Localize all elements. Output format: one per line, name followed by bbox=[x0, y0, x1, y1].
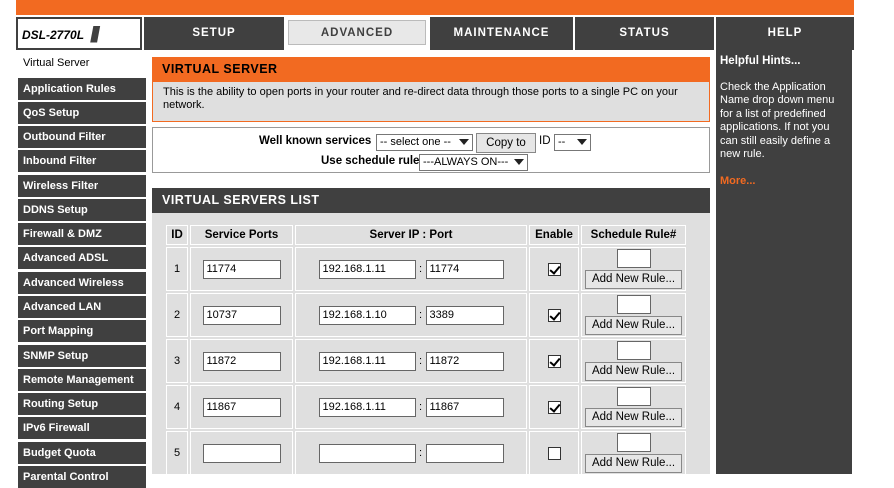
server-port-input[interactable] bbox=[426, 444, 504, 463]
logo-slashes-icon: /// bbox=[90, 22, 97, 47]
add-new-rule-button[interactable]: Add New Rule... bbox=[585, 362, 682, 381]
sidebar-item-parental-control[interactable]: Parental Control bbox=[18, 466, 146, 488]
table-row bbox=[166, 293, 686, 337]
tab-status[interactable] bbox=[573, 17, 714, 50]
orange-bar bbox=[16, 0, 854, 15]
col-id: ID bbox=[166, 225, 188, 245]
server-ip-input[interactable]: 192.168.1.11 bbox=[319, 352, 416, 371]
col-enable: Enable bbox=[529, 225, 579, 245]
col-service-ports: Service Ports bbox=[190, 225, 293, 245]
tab-advanced-label: ADVANCED bbox=[288, 20, 426, 45]
id-label: ID bbox=[539, 135, 551, 147]
server-port-input[interactable]: 11774 bbox=[426, 260, 504, 279]
tab-status-label: STATUS bbox=[619, 27, 670, 39]
sidebar-item-wireless-filter[interactable]: Wireless Filter bbox=[18, 175, 146, 197]
schedule-rule-input[interactable] bbox=[617, 249, 651, 268]
tab-maintenance[interactable] bbox=[428, 17, 573, 50]
schedule-rule-input[interactable] bbox=[617, 433, 651, 452]
col-server-ip-port: Server IP : Port bbox=[295, 225, 527, 245]
id-select-value: -- bbox=[558, 136, 566, 148]
schedule-rule-input[interactable] bbox=[617, 387, 651, 406]
virtual-servers-table bbox=[164, 223, 688, 477]
chevron-down-icon bbox=[514, 159, 524, 165]
model-name: DSL-2770L bbox=[22, 28, 85, 42]
server-ip-input[interactable] bbox=[319, 444, 416, 463]
table-row bbox=[166, 247, 686, 291]
virtual-servers-list-title: VIRTUAL SERVERS LIST bbox=[152, 188, 710, 213]
help-text: Check the Application Name drop down menu for a list of predefined applications. If not you can still easily define a new rule. bbox=[720, 81, 835, 161]
add-new-rule-button[interactable]: Add New Rule... bbox=[585, 316, 682, 335]
row-id: 2 bbox=[166, 293, 188, 337]
schedule-rule-input[interactable] bbox=[617, 295, 651, 314]
sidebar-item-inbound-filter[interactable]: Inbound Filter bbox=[18, 150, 146, 172]
sidebar-item-advanced-wireless[interactable]: Advanced Wireless bbox=[18, 272, 146, 294]
tab-help[interactable] bbox=[714, 17, 854, 50]
enable-checkbox[interactable] bbox=[548, 447, 561, 460]
help-more-link[interactable]: More... bbox=[720, 175, 756, 188]
row-id: 4 bbox=[166, 385, 188, 429]
schedule-rule-input[interactable] bbox=[617, 341, 651, 360]
schedule-rule-label: Use schedule rule bbox=[321, 155, 420, 167]
server-ip-input[interactable]: 192.168.1.11 bbox=[319, 260, 416, 279]
server-ip-input[interactable]: 192.168.1.11 bbox=[319, 398, 416, 417]
sidebar-item-qos-setup[interactable]: QoS Setup bbox=[18, 102, 146, 124]
id-select[interactable] bbox=[554, 134, 591, 151]
schedule-rule-select[interactable] bbox=[419, 154, 528, 171]
model-logo bbox=[16, 17, 142, 50]
colon-separator: : bbox=[418, 447, 423, 459]
add-new-rule-button[interactable]: Add New Rule... bbox=[585, 270, 682, 289]
sidebar-item-advanced-lan[interactable]: Advanced LAN bbox=[18, 296, 146, 318]
server-port-input[interactable]: 3389 bbox=[426, 306, 504, 325]
help-panel bbox=[716, 50, 852, 474]
virtual-servers-panel bbox=[152, 213, 710, 474]
add-new-rule-button[interactable]: Add New Rule... bbox=[585, 408, 682, 427]
schedule-rule-value: ---ALWAYS ON--- bbox=[423, 156, 509, 168]
colon-separator: : bbox=[418, 309, 423, 321]
col-schedule-rule: Schedule Rule# bbox=[581, 225, 686, 245]
tab-setup[interactable] bbox=[142, 17, 284, 50]
tab-help-label: HELP bbox=[767, 27, 803, 39]
enable-checkbox[interactable] bbox=[548, 309, 561, 322]
colon-separator: : bbox=[418, 263, 423, 275]
virtual-server-title: VIRTUAL SERVER bbox=[152, 57, 710, 82]
table-row bbox=[166, 385, 686, 429]
row-id: 5 bbox=[166, 431, 188, 475]
service-port-input[interactable]: 11867 bbox=[203, 398, 281, 417]
table-header-row bbox=[166, 225, 686, 245]
service-port-input[interactable] bbox=[203, 444, 281, 463]
service-port-input[interactable]: 11872 bbox=[203, 352, 281, 371]
service-port-input[interactable]: 10737 bbox=[203, 306, 281, 325]
chevron-down-icon bbox=[577, 139, 587, 145]
sidebar-item-budget-quota[interactable]: Budget Quota bbox=[18, 442, 146, 464]
copy-to-button[interactable]: Copy to bbox=[476, 133, 536, 153]
sidebar-item-snmp-setup[interactable]: SNMP Setup bbox=[18, 345, 146, 367]
top-banner bbox=[0, 0, 894, 17]
sidebar-item-outbound-filter[interactable]: Outbound Filter bbox=[18, 126, 146, 148]
sidebar-item-advanced-adsl[interactable]: Advanced ADSL bbox=[18, 247, 146, 269]
tab-advanced[interactable] bbox=[284, 17, 428, 50]
table-row bbox=[166, 339, 686, 383]
enable-checkbox[interactable] bbox=[548, 263, 561, 276]
table-row bbox=[166, 431, 686, 475]
colon-separator: : bbox=[418, 355, 423, 367]
service-form bbox=[152, 127, 710, 173]
sidebar-item-routing-setup[interactable]: Routing Setup bbox=[18, 393, 146, 415]
row-id: 3 bbox=[166, 339, 188, 383]
service-port-input[interactable]: 11774 bbox=[203, 260, 281, 279]
virtual-server-description: This is the ability to open ports in your router and re-direct data through those ports to a single PC on your network. bbox=[152, 82, 710, 122]
sidebar-item-application-rules[interactable]: Application Rules bbox=[18, 78, 146, 100]
tab-maintenance-label: MAINTENANCE bbox=[453, 27, 550, 39]
sidebar bbox=[16, 50, 146, 483]
server-port-input[interactable]: 11872 bbox=[426, 352, 504, 371]
sidebar-item-remote-management[interactable]: Remote Management bbox=[18, 369, 146, 391]
sidebar-item-virtual-server[interactable]: Virtual Server bbox=[18, 52, 146, 74]
sidebar-item-port-mapping[interactable]: Port Mapping bbox=[18, 320, 146, 342]
add-new-rule-button[interactable]: Add New Rule... bbox=[585, 454, 682, 473]
enable-checkbox[interactable] bbox=[548, 401, 561, 414]
sidebar-item-ipv6-firewall[interactable]: IPv6 Firewall bbox=[18, 417, 146, 439]
server-ip-input[interactable]: 192.168.1.10 bbox=[319, 306, 416, 325]
well-known-services-select[interactable] bbox=[376, 134, 473, 151]
enable-checkbox[interactable] bbox=[548, 355, 561, 368]
main-content bbox=[148, 50, 714, 474]
chevron-down-icon bbox=[459, 139, 469, 145]
well-known-services-label: Well known services bbox=[259, 135, 372, 147]
tab-setup-label: SETUP bbox=[192, 27, 236, 39]
colon-separator: : bbox=[418, 401, 423, 413]
sidebar-item-firewall-dmz[interactable]: Firewall & DMZ bbox=[18, 223, 146, 245]
sidebar-item-ddns-setup[interactable]: DDNS Setup bbox=[18, 199, 146, 221]
server-port-input[interactable]: 11867 bbox=[426, 398, 504, 417]
row-id: 1 bbox=[166, 247, 188, 291]
well-known-services-value: -- select one -- bbox=[380, 136, 451, 148]
header-nav bbox=[16, 17, 854, 50]
help-title: Helpful Hints... bbox=[720, 55, 801, 67]
